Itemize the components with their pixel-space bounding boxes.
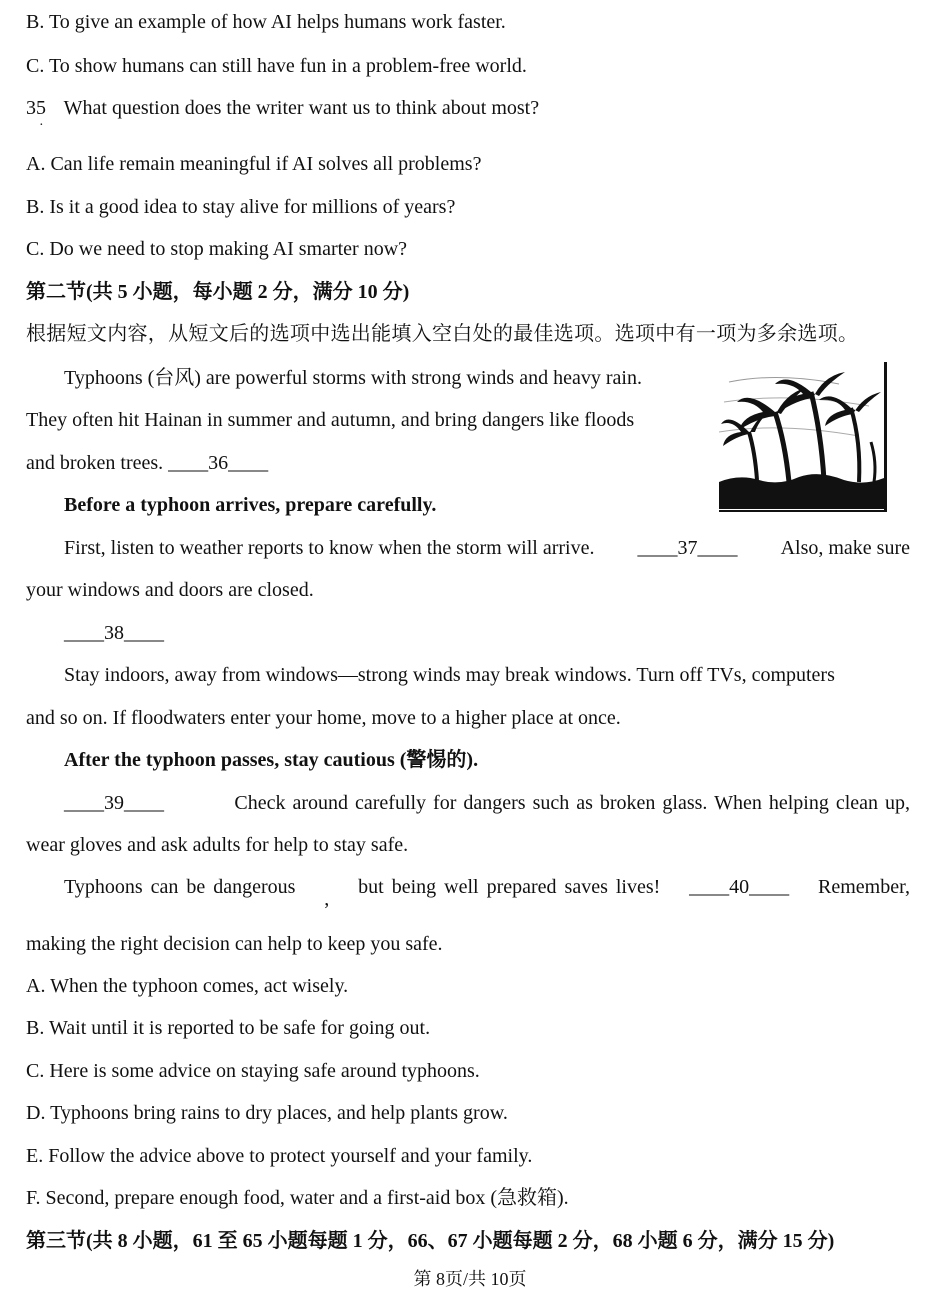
passage-p5-line1-a: Typhoons can be dangerous xyxy=(64,876,296,898)
passage-p2-line1 xyxy=(64,536,910,560)
passage-p1-line3 xyxy=(26,451,268,475)
blank-37: ____37____ xyxy=(637,537,738,559)
option-b: B. Wait until it is reported to be safe for going out. xyxy=(26,1017,431,1039)
passage-p2-line1-text: First, listen to weather reports to know when the storm will arrive. xyxy=(64,537,595,559)
typhoon-palm-trees-icon xyxy=(719,362,884,509)
heading-after-typhoon: After the typhoon passes, stay cautious (警惕的). xyxy=(64,749,479,771)
option-c: C. Here is some advice on staying safe around typhoons. xyxy=(26,1060,480,1082)
option-a: A. When the typhoon comes, act wisely. xyxy=(26,975,349,997)
blank-39: ____39____ xyxy=(64,792,164,814)
q35-stem-text: What question does the writer want us to think about most? xyxy=(63,97,540,119)
q35-stem xyxy=(26,96,539,120)
passage-p1-line3-text: and broken trees. xyxy=(26,452,164,474)
blank-40: ____40____ xyxy=(689,876,790,898)
passage-p5-comma: , xyxy=(324,888,330,910)
passage-p1-line1: Typhoons (台风) are powerful storms with strong winds and heavy rain. xyxy=(64,367,642,389)
passage-p4-line2: wear gloves and ask adults for help to stay safe. xyxy=(26,834,409,856)
passage-p2-line1-tail: Also, make sure xyxy=(780,537,910,559)
q35-option-a: A. Can life remain meaningful if AI solves all problems? xyxy=(26,153,482,175)
passage-p5-line1-tail: Remember, xyxy=(818,876,910,898)
option-e: E. Follow the advice above to protect yourself and your family. xyxy=(26,1145,533,1167)
typhoon-image xyxy=(719,362,887,512)
passage-p4-line1 xyxy=(64,791,910,815)
passage-p5-line1 xyxy=(64,875,910,910)
q35-option-b: B. Is it a good idea to stay alive for millions of years? xyxy=(26,196,456,218)
heading-before-typhoon: Before a typhoon arrives, prepare carefully. xyxy=(64,494,437,516)
q34-option-b: B. To give an example of how AI helps humans work faster. xyxy=(26,11,506,33)
section3-heading: 第三节(共 8 小题，61 至 65 小题每题 1 分，66、67 小题每题 2 分，68 小题 6 分，满分 15 分) xyxy=(26,1230,835,1252)
option-d: D. Typhoons bring rains to dry places, and help plants grow. xyxy=(26,1102,508,1124)
passage-p3-line2: and so on. If floodwaters enter your home, move to a higher place at once. xyxy=(26,707,621,729)
q35-number: 35 xyxy=(26,97,46,119)
section2-heading: 第二节(共 5 小题，每小题 2 分，满分 10 分) xyxy=(26,281,410,303)
q34-option-c: C. To show humans can still have fun in a problem-free world. xyxy=(26,55,527,77)
page-footer: 第 8页/共 10页 xyxy=(413,1269,527,1289)
q35-dot: · xyxy=(39,118,44,133)
section2-instruction: 根据短文内容，从短文后的选项中选出能填入空白处的最佳选项。选项中有一项为多余选项。 xyxy=(26,323,859,345)
passage-p1-line2: They often hit Hainan in summer and autumn, and bring dangers like floods xyxy=(26,409,635,431)
passage-p5-line2: making the right decision can help to keep you safe. xyxy=(26,933,443,955)
blank-36: ____36____ xyxy=(168,452,269,474)
blank-38: ____38____ xyxy=(64,622,164,644)
option-f: F. Second, prepare enough food, water and a first-aid box (急救箱). xyxy=(26,1187,569,1209)
passage-p4-line1-text: Check around carefully for dangers such as broken glass. When helping clean up, xyxy=(234,792,910,814)
passage-p3-line1: Stay indoors, away from windows—strong winds may break windows. Turn off TVs, computers xyxy=(64,664,835,686)
passage-p2-line2: your windows and doors are closed. xyxy=(26,579,314,601)
q35-option-c: C. Do we need to stop making AI smarter now? xyxy=(26,238,408,260)
passage-p5-line1-b: but being well prepared saves lives! xyxy=(358,876,661,898)
